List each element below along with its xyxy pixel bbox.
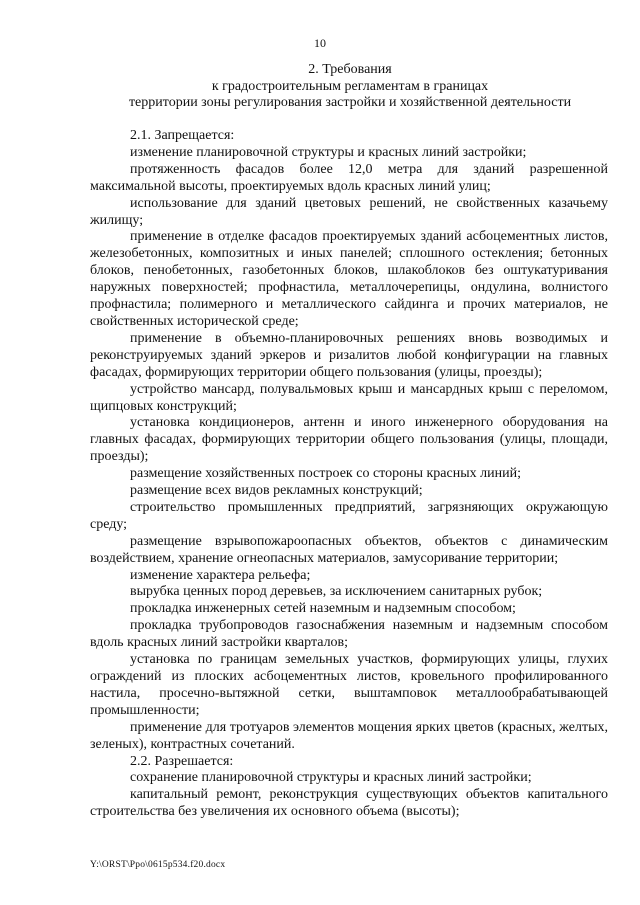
- list-item: прокладка трубопроводов газоснабжения наземным и надземным способом вдоль красных линий застройки кварталов;: [90, 618, 608, 651]
- section-heading: [90, 62, 610, 112]
- file-path-footer: Y:\ORST\Ppo\0615p534.f20.docx: [90, 860, 226, 870]
- list-item: изменение характера рельефа;: [130, 567, 311, 583]
- page-number: 10: [314, 36, 326, 50]
- heading-line-1: 2. Требования: [308, 62, 392, 77]
- list-item: размещение всех видов рекламных конструкций;: [130, 483, 423, 499]
- document-body: [90, 128, 608, 821]
- list-item: установка по границам земельных участков, формирующих улицы, глухих ограждений из плоских асбоцементных листов, кровельного профилированного настила, просечно-вытяжной сетки, выштамповок металлообрабатывающей промышленности;: [90, 652, 608, 718]
- subsection-title: 2.1. Запрещается:: [130, 128, 235, 143]
- heading-line-3: территории зоны регулирования застройки и хозяйственной деятельности: [128, 95, 572, 110]
- list-item: использование для зданий цветовых решений, не свойственных казачьему жилищу;: [90, 195, 608, 228]
- list-item: вырубка ценных пород деревьев, за исключением санитарных рубок;: [130, 584, 543, 600]
- list-item: установка кондиционеров, антенн и иного инженерного оборудования на главных фасадах, формирующих территории общего пользования (улицы, площади, проезды);: [90, 415, 608, 465]
- list-item: прокладка инженерных сетей наземным и надземным способом;: [130, 601, 516, 617]
- list-item: применение для тротуаров элементов мощения ярких цветов (красных, желтых, зеленых), контрастных сочетаний.: [90, 719, 608, 752]
- list-item: строительство промышленных предприятий, загрязняющих окружающую среду;: [90, 499, 608, 532]
- subsection-title: 2.2. Разрешается:: [130, 753, 234, 769]
- list-item: капитальный ремонт, реконструкция существующих объектов капитального строительства без увеличения их основного объема (высоты);: [90, 787, 608, 820]
- list-item: применение в объемно-планировочных решениях вновь возводимых и реконструируемых зданий эркеров и ризалитов любой конфигурации на главных фасадах, формирующих территории общего пользования (улицы, проезды);: [90, 330, 608, 380]
- list-item: размещение хозяйственных построек со стороны красных линий;: [130, 466, 521, 482]
- heading-line-2: к градостроительным регламентам в границах: [211, 78, 489, 94]
- list-item: протяженность фасадов более 12,0 метра для зданий разрешенной максимальной высоты, проектируемых вдоль красных линий улиц;: [90, 161, 608, 194]
- list-item: применение в отделке фасадов проектируемых зданий асбоцементных листов, железобетонных, композитных и иных панелей; сплошного остекления; бетонных блоков, пенобетонных, газобетонных блоков, шлакоблоков без оштукатуривания наружных поверхностей; профнастила, металлочерепицы, ондулина, волнистого профнастила; полимерного и металлического сайдинга и прочих материалов, не свойственных исторической среде;: [90, 229, 608, 329]
- list-item: устройство мансард, полувальмовых крыш и мансардных крыш с переломом, щипцовых конструкций;: [90, 381, 608, 414]
- list-item: изменение планировочной структуры и красных линий застройки;: [130, 144, 527, 160]
- list-item: сохранение планировочной структуры и красных линий застройки;: [130, 770, 532, 786]
- list-item: размещение взрывопожароопасных объектов, объектов с динамическим воздействием, хранение огнеопасных материалов, замусоривание территории;: [90, 533, 608, 566]
